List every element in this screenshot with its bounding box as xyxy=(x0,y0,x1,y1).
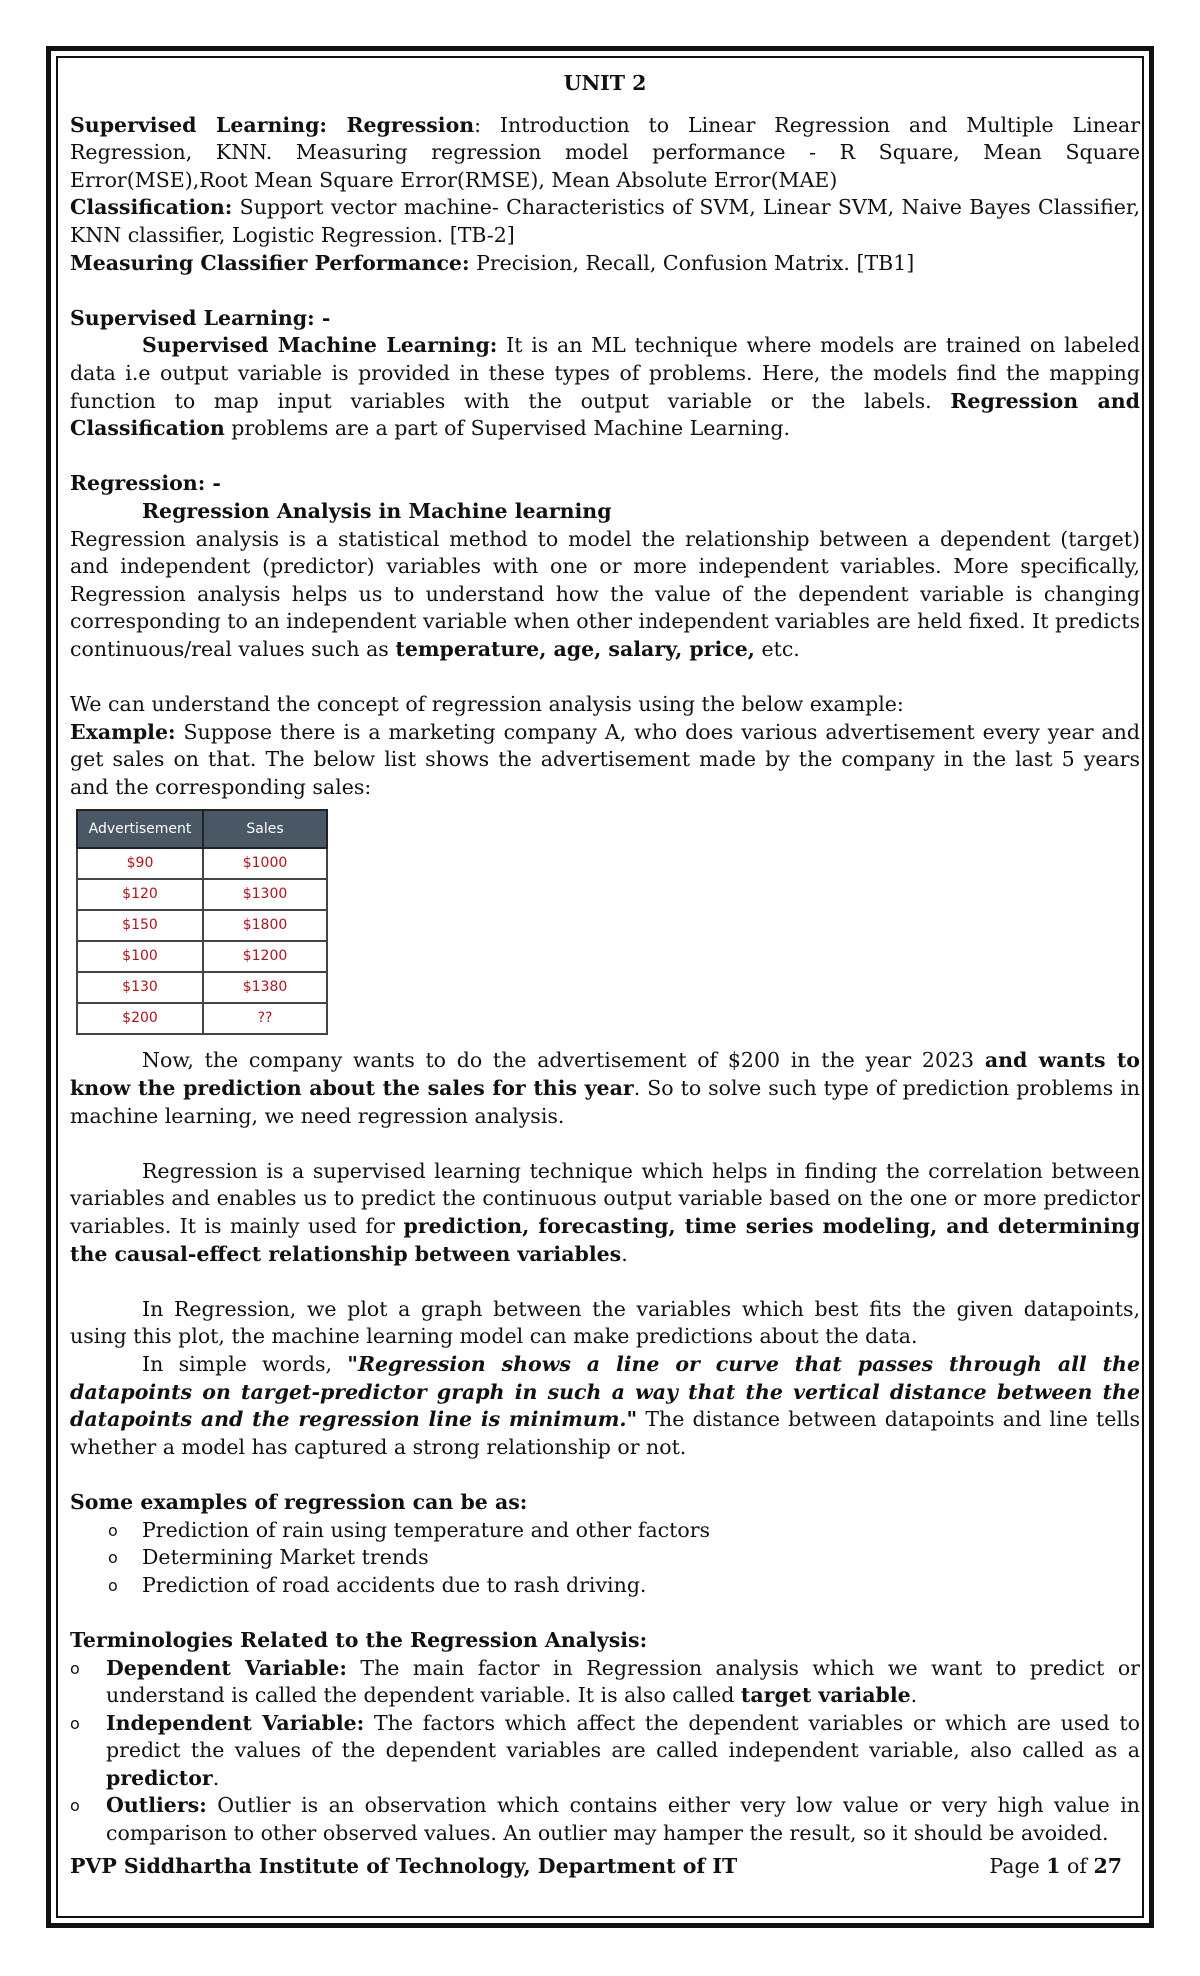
table-cell: $1380 xyxy=(203,972,327,1003)
simple-words-paragraph xyxy=(70,1351,1140,1461)
table-cell: $150 xyxy=(77,910,203,941)
terminologies-list xyxy=(70,1655,1140,1848)
examples-list xyxy=(70,1517,1140,1600)
table-row xyxy=(77,848,327,879)
table-cell: $1800 xyxy=(203,910,327,941)
table-cell: $1300 xyxy=(203,879,327,910)
table-cell: $100 xyxy=(77,941,203,972)
list-item-text: Determining Market trends xyxy=(142,1545,429,1570)
terminologies-heading: Terminologies Related to the Regression Analysis: xyxy=(70,1627,648,1652)
bullet-icon: o xyxy=(70,1713,80,1733)
bullet-icon: o xyxy=(70,1796,80,1816)
syllabus-mcp-text: Precision, Recall, Confusion Matrix. [TB1] xyxy=(469,250,915,275)
prediction-text-end: . So to solve such type of prediction problems in machine learning, we need regression analysis. xyxy=(70,1076,1140,1128)
prediction-bold: and wants to know the prediction about the sales for this year xyxy=(70,1048,1140,1101)
regression-paragraph xyxy=(70,526,1140,664)
term-bold: predictor xyxy=(106,1765,213,1790)
table-row xyxy=(77,879,327,910)
term-end: . xyxy=(212,1765,220,1790)
supervised-paragraph xyxy=(70,332,1140,442)
technique-text: Regression is a supervised learning technique which helps in finding the correlation between variables and enables us to predict the continuous output variable based on the one or more predictor variables. It is mainly used for xyxy=(70,1158,1140,1238)
regression-text-end: etc. xyxy=(754,636,800,661)
table-cell: $130 xyxy=(77,972,203,1003)
sml-text: It is an ML technique where models are trained on labeled data i.e output variable is provided in these types of problems. Here, the models find the mapping function to map input variables with the output variable or the labels. xyxy=(70,333,1140,413)
term-end: . xyxy=(910,1683,918,1708)
table-cell: $1000 xyxy=(203,848,327,879)
list-item xyxy=(70,1792,1140,1847)
advertisement-sales-table xyxy=(76,809,328,1035)
list-item xyxy=(70,1517,1140,1545)
table-cell: $200 xyxy=(77,1003,203,1034)
bullet-icon: o xyxy=(108,1575,118,1595)
page-prefix: Page xyxy=(989,1854,1047,1878)
table-row xyxy=(77,1003,327,1034)
example-text: Suppose there is a marketing company A, who does various advertisement every year and get sales on that. The below list shows the advertisement made by the company in the last 5 years and the corresponding sales: xyxy=(70,719,1140,799)
syllabus-sl-text: : Introduction to Linear Regression and Multiple Linear Regression, KNN. Measuring regression model performance - R Square, Mean Square Error(MSE),Root Mean Square Error(RMSE), Mean Absolute Error(MAE) xyxy=(70,112,1140,192)
list-item xyxy=(70,1655,1140,1710)
term-bold: target variable xyxy=(740,1683,911,1708)
term-text: The factors which affect the dependent variables or which are used to predict the values of the dependent variables are called independent variable, also called as a xyxy=(106,1710,1140,1763)
list-item-text: Prediction of rain using temperature and other factors xyxy=(142,1517,711,1542)
page-current: 1 xyxy=(1046,1854,1061,1878)
plot-paragraph: In Regression, we plot a graph between the variables which best fits the given datapoints, using this plot, the machine learning model can make predictions about the data. xyxy=(70,1296,1140,1349)
prediction-paragraph xyxy=(70,1047,1140,1130)
table-cell: $120 xyxy=(77,879,203,910)
term-text: Outlier is an observation which contains either very low value or very high value in comparison to other observed values. An outlier may hamper the result, so it should be avoided. xyxy=(106,1793,1140,1846)
list-item-text: Prediction of road accidents due to rash driving. xyxy=(142,1572,647,1597)
sml-text-end: problems are a part of Supervised Machine Learning. xyxy=(224,416,790,441)
table-header-sales: Sales xyxy=(203,810,327,848)
syllabus-mcp-label: Measuring Classifier Performance: xyxy=(70,250,470,275)
example-label: Example: xyxy=(70,719,176,744)
syllabus-cls-text: Support vector machine- Characteristics of SVM, Linear SVM, Naive Bayes Classifier, KNN classifier, Logistic Regression. [TB-2] xyxy=(70,195,1140,247)
term-label: Outliers: xyxy=(106,1793,207,1818)
regression-text: Regression analysis is a statistical method to model the relationship between a dependent (target) and independent (predictor) variables with one or more independent variables. More specifically, Regression analysis helps us to understand how the value of the dependent variable is changing corresponding to an independent variable when other independent variables are held fixed. It predicts continuous/real values such as xyxy=(70,526,1140,661)
bullet-icon: o xyxy=(70,1658,80,1678)
list-item xyxy=(70,1572,1140,1600)
regression-definition-quote: "Regression shows a line or curve that passes through all the datapoints on target-predictor graph in such a way that the vertical distance between the datapoints and the regression line is minimum." xyxy=(70,1351,1140,1432)
example-intro: We can understand the concept of regression analysis using the below example: xyxy=(70,692,904,717)
regression-subheading: Regression Analysis in Machine learning xyxy=(142,498,612,523)
list-item xyxy=(70,1544,1140,1572)
bullet-icon: o xyxy=(108,1548,118,1568)
page-total: 27 xyxy=(1093,1854,1122,1878)
syllabus-regression xyxy=(70,112,1140,195)
syllabus-measuring xyxy=(70,250,1140,278)
unit-title: UNIT 2 xyxy=(563,71,647,95)
table-cell: ?? xyxy=(203,1003,327,1034)
term-text: The main factor in Regression analysis which we want to predict or understand is called the dependent variable. It is also called xyxy=(106,1655,1140,1708)
page-of: of xyxy=(1060,1854,1094,1878)
list-item xyxy=(70,1710,1140,1793)
syllabus-sl-label: Supervised Learning: Regression xyxy=(70,112,475,137)
term-label: Independent Variable: xyxy=(106,1710,365,1735)
example-paragraph xyxy=(70,719,1140,802)
supervised-technique-paragraph xyxy=(70,1158,1140,1268)
supervised-heading: Supervised Learning: - xyxy=(70,305,331,330)
footer-institution: PVP Siddhartha Institute of Technology, Department of IT xyxy=(70,1854,738,1878)
examples-heading: Some examples of regression can be as: xyxy=(70,1489,528,1514)
technique-bold: prediction, forecasting, time series modeling, and determining the causal-effect relationship between variables xyxy=(70,1214,1140,1266)
table-cell: $1200 xyxy=(203,941,327,972)
syllabus-cls-label: Classification: xyxy=(70,195,233,220)
regression-bold: temperature, age, salary, price, xyxy=(395,636,755,661)
sml-label: Supervised Machine Learning: xyxy=(142,333,498,358)
table-header-advertisement: Advertisement xyxy=(77,810,203,848)
table-row xyxy=(77,941,327,972)
table-row xyxy=(77,910,327,941)
simple-words-text: In simple words, xyxy=(142,1351,348,1376)
page-footer xyxy=(70,1854,1122,1878)
prediction-text: Now, the company wants to do the advertisement of $200 in the year 2023 xyxy=(142,1048,985,1073)
page-number xyxy=(989,1854,1122,1878)
table-row xyxy=(77,972,327,1003)
sml-bold: Regression and Classification xyxy=(70,388,1141,441)
technique-text-end: . xyxy=(621,1241,628,1266)
regression-heading: Regression: - xyxy=(70,471,221,496)
bullet-icon: o xyxy=(108,1520,118,1540)
page-content xyxy=(70,70,1140,1848)
table-cell: $90 xyxy=(77,848,203,879)
simple-words-text-end: The distance between datapoints and line tells whether a model has captured a strong relationship or not. xyxy=(70,1407,1141,1459)
syllabus-classification xyxy=(70,194,1140,249)
term-label: Dependent Variable: xyxy=(106,1655,347,1680)
